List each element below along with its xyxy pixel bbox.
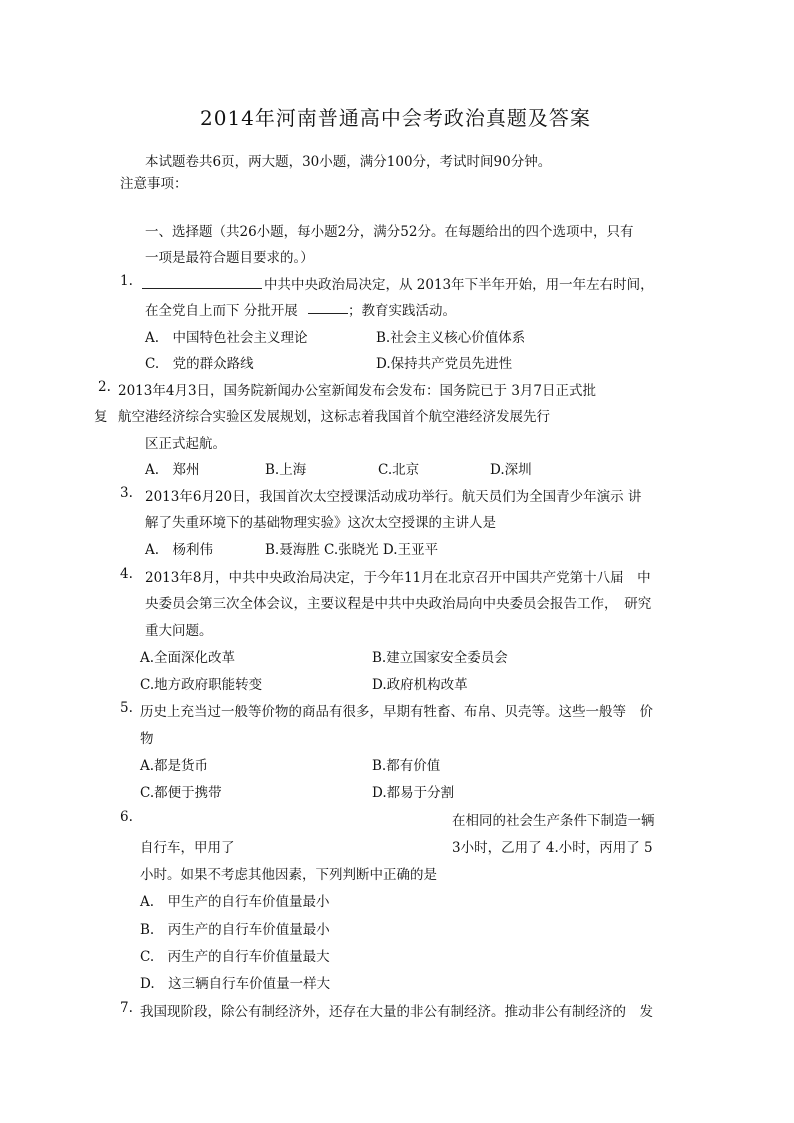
question-number: 2. xyxy=(98,379,111,395)
question-number: 4. xyxy=(120,566,133,582)
question-text: 小时。如果不考虑其他因素，下列判断中正确的是 xyxy=(140,867,437,883)
question-text: 历史上充当过一般等价物的商品有很多，早期有牲畜、布帛、贝壳等。这些一般等 价 xyxy=(140,704,653,720)
option-a: A.都是货币 xyxy=(140,758,209,774)
answer-blank xyxy=(308,313,348,314)
option-b: B. 丙生产的自行车价值量最小 xyxy=(140,922,330,938)
question-text: 复 xyxy=(94,409,108,425)
option-c: C.都便于携带 xyxy=(140,785,222,801)
option-c: C.北京 xyxy=(378,462,420,478)
option-a: A. 杨利伟 xyxy=(145,542,214,558)
question-text: 在全党自上而下 分批开展 xyxy=(145,303,298,319)
question-text: 中共中央政治局决定，从 2013年下半年开始，用一年左右时间， xyxy=(264,277,654,293)
question-text: 解了失重环境下的基础物理实验》这次太空授课的主讲人是 xyxy=(145,515,496,531)
option-d: D.深圳 xyxy=(490,462,532,478)
answer-blank xyxy=(142,288,262,289)
question-text: 我国现阶段，除公有制经济外，还存在大量的非公有制经济。推动非公有制经济的 发 xyxy=(140,1004,653,1020)
question-number: 7. xyxy=(120,1000,133,1016)
option-d: D. 这三辆自行车价值量一样大 xyxy=(140,976,331,992)
option-c: C. 丙生产的自行车价值量最大 xyxy=(140,949,330,965)
section-heading-line1: 一、选择题（共26小题，每小题2分，满分52分。在每题给出的四个选项中，只有 xyxy=(145,224,634,240)
notice-heading: 注意事项： xyxy=(120,176,188,192)
question-text: 2013年6月20日，我国首次太空授课活动成功举行。航天员们为全国青少年演示 讲 xyxy=(145,489,642,505)
question-text: 重大问题。 xyxy=(145,623,213,639)
exam-intro: 本试题卷共6页，两大题，30小题，满分100分，考试时间90分钟。 xyxy=(145,154,552,170)
question-text: 自行车，甲用了 xyxy=(140,840,235,856)
option-d: D.政府机构改革 xyxy=(372,677,468,693)
option-b: B.社会主义核心价值体系 xyxy=(376,330,526,346)
option-a: A.全面深化改革 xyxy=(140,650,236,666)
question-text: 在相同的社会生产条件下制造一辆 xyxy=(452,813,655,829)
question-text: 区正式起航。 xyxy=(145,436,226,452)
page-title: 2014年河南普通高中会考政治真题及答案 xyxy=(200,106,591,130)
question-text: 央委员会第三次全体会议，主要议程是中共中央政治局向中央委员会报告工作， 研究 xyxy=(145,596,652,612)
option-d: D.都易于分割 xyxy=(372,785,455,801)
option-b: B.建立国家安全委员会 xyxy=(372,650,508,666)
option-b: B.上海 xyxy=(265,462,307,478)
option-a: A. 甲生产的自行车价值量最小 xyxy=(140,894,330,910)
option-c: C. 党的群众路线 xyxy=(145,356,254,372)
question-number: 5. xyxy=(120,700,133,716)
question-number: 3. xyxy=(120,485,133,501)
option-c: C.地方政府职能转变 xyxy=(140,677,263,693)
question-number: 6. xyxy=(120,809,133,825)
question-text: 物 xyxy=(140,731,154,747)
option-d: D.保持共产党员先进性 xyxy=(376,356,513,372)
option-a: A. 郑州 xyxy=(145,462,200,478)
question-text: 2013年4月3日，国务院新闻办公室新闻发布会发布：国务院已于 3月7日正式批 xyxy=(118,383,597,399)
option-bcd: B.聂海胜 C.张晓光 D.王亚平 xyxy=(265,542,439,558)
question-number: 1. xyxy=(120,273,133,289)
option-b: B.都有价值 xyxy=(372,758,441,774)
question-text: 3小时，乙用了 4.小时，丙用了 5 xyxy=(452,840,653,856)
question-text: 2013年8月，中共中央政治局决定，于今年11月在北京召开中国共产党第十八届 中 xyxy=(145,570,651,586)
option-a: A. 中国特色社会主义理论 xyxy=(145,330,308,346)
section-heading-line2: 一项是最符合题目要求的。） xyxy=(145,250,314,266)
question-text: ；教育实践活动。 xyxy=(348,303,456,319)
question-text: 航空港经济综合实验区发展规划，这标志着我国首个航空港经济发展先行 xyxy=(118,409,550,425)
